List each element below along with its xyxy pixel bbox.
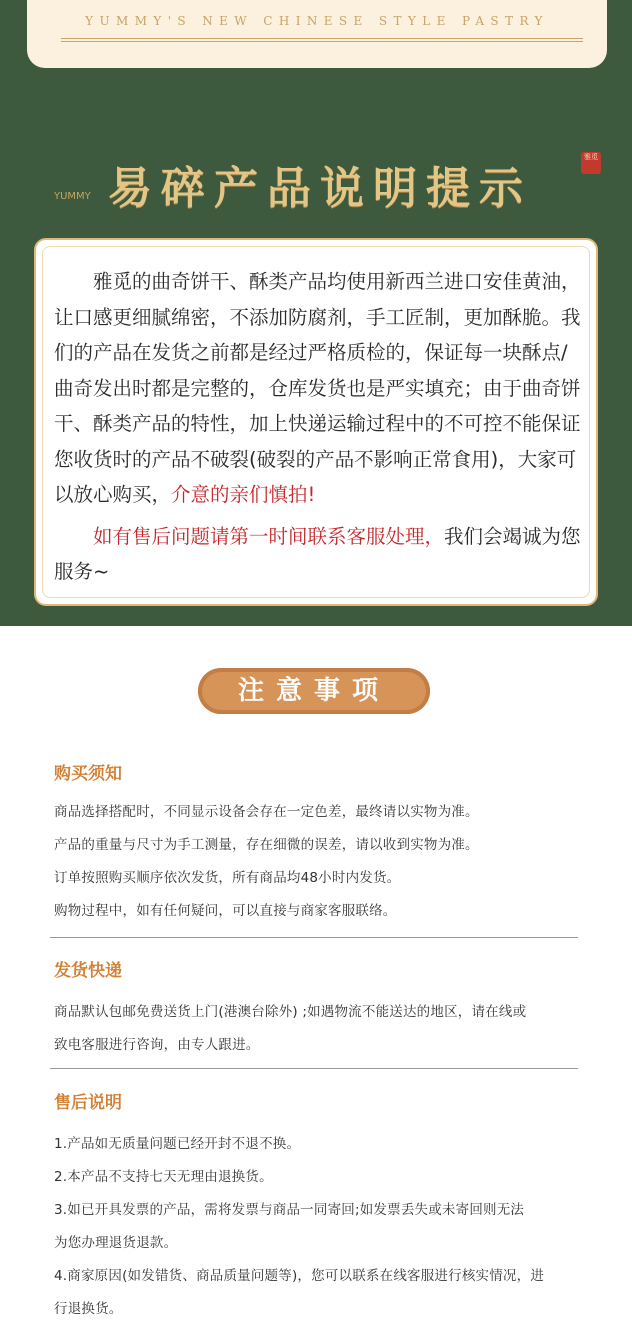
- brand-card: [27, 0, 607, 68]
- notice-paragraph-1: [54, 264, 586, 513]
- notes-title-badge: 注意事项: [198, 668, 430, 714]
- page-title: 易碎产品说明提示: [108, 163, 532, 214]
- aftersale-section: [54, 1091, 584, 1326]
- seal-text: 雅觅: [584, 153, 598, 161]
- aftersale-hint: 如有售后问题请第一时间联系客服处理，: [93, 524, 445, 548]
- list-item: 2.本产品不支持七天无理由退换货。: [54, 1169, 273, 1185]
- notice-text: 雅觅的曲奇饼干、酥类产品均使用新西兰进口安佳黄油，让口感更细腻绵密，不添加防腐剂，手工匠制，更加酥脆。我们的产品在发货之前都是经过严格质检的，保证每一块酥点/曲奇发出时都是完整的，仓库发货也是严实填充；由于曲奇饼干、酥类产品的特性，加上快递运输过程中的不可控不能保证您收货时的产品不破裂(破裂的产品不影响正常食用)，大家可以放心购买，: [54, 270, 581, 506]
- seal-stamp-icon: [581, 152, 601, 174]
- list-item: 4.商家原因(如发错货、商品质量问题等)，您可以联系在线客服进行核实情况，进: [54, 1268, 545, 1284]
- list-item: 3.如已开具发票的产品，需将发票与商品一同寄回;如发票丢失或未寄回则无法: [54, 1202, 525, 1218]
- notice-warning: 介意的亲们慎拍!: [171, 483, 316, 506]
- divider-line: [61, 41, 583, 42]
- purchase-section: [54, 762, 584, 928]
- english-title: YUMMY'S NEW CHINESE STYLE PASTRY: [85, 14, 549, 28]
- shipping-section: [54, 959, 584, 1062]
- list-item: 1.产品如无质量问题已经开封不退不换。: [54, 1136, 301, 1152]
- list-item: 商品选择搭配时，不同显示设备会存在一定色差，最终请以实物为准。: [54, 804, 479, 820]
- section-title: 购买须知: [54, 764, 122, 784]
- list-item: 购物过程中，如有任何疑问，可以直接与商家客服联络。: [54, 903, 397, 919]
- section-title: 售后说明: [54, 1093, 122, 1113]
- brand-logo-small: YUMMY: [54, 191, 91, 202]
- section-divider: [50, 937, 578, 938]
- list-item: 订单按照购买顺序依次发货，所有商品均48小时内发货。: [54, 870, 401, 886]
- section-title: 发货快递: [54, 961, 122, 981]
- notice-paragraph-2: [54, 519, 586, 590]
- list-item: 致电客服进行咨询，由专人跟进。: [54, 1037, 260, 1053]
- header-banner: [0, 0, 632, 626]
- service-text: 我们会竭诚为您服务~: [54, 524, 581, 583]
- list-item: 为您办理退货退款。: [54, 1235, 178, 1251]
- notice-card: [34, 238, 598, 606]
- section-divider: [50, 1068, 578, 1069]
- list-item: 行退换货。: [54, 1301, 123, 1317]
- list-item: 产品的重量与尺寸为手工测量，存在细微的误差，请以收到实物为准。: [54, 837, 479, 853]
- divider-line: [61, 38, 583, 39]
- list-item: 商品默认包邮免费送货上门(港澳台除外) ;如遇物流不能送达的地区，请在线或: [54, 1004, 527, 1020]
